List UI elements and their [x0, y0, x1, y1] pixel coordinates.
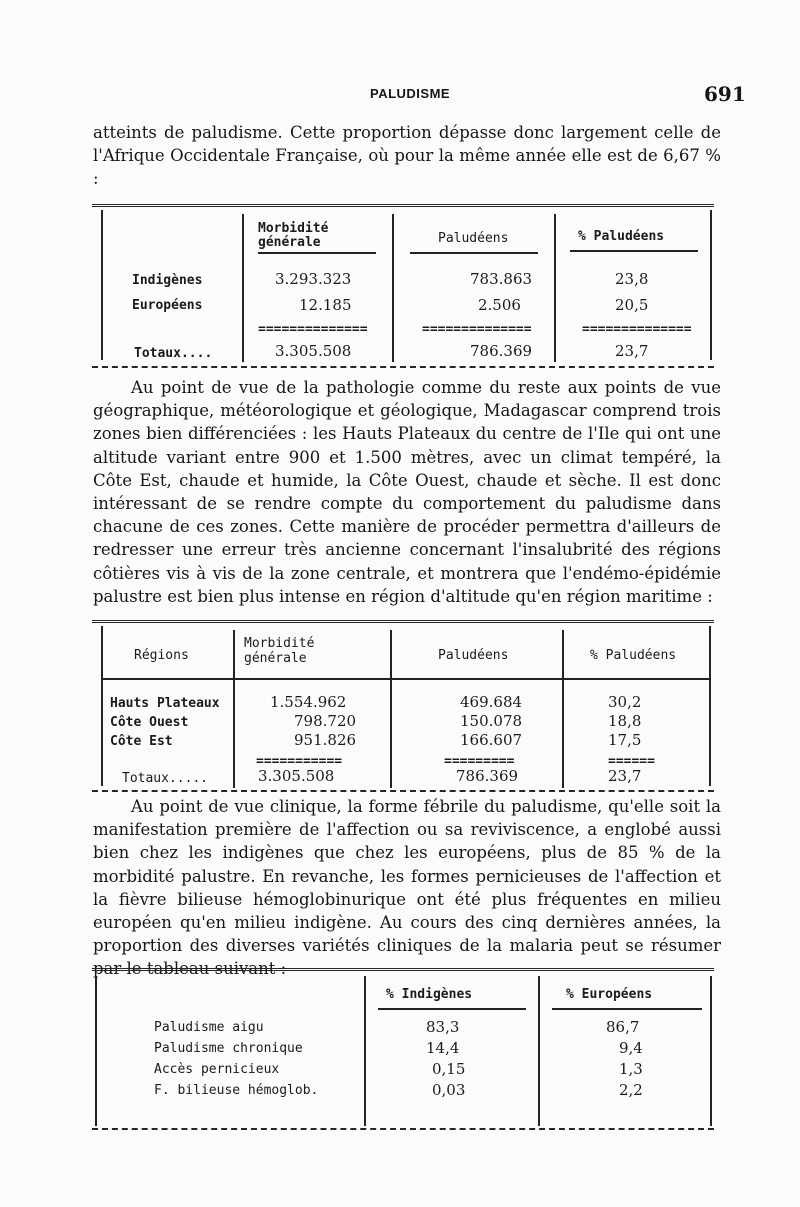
cell-morbidite: 951.826	[294, 731, 357, 749]
page-number: 691	[704, 82, 746, 106]
header-pct-indigenes: % Indigènes	[386, 987, 473, 1002]
total-label: Totaux.....	[122, 771, 209, 786]
total-pct: 23,7	[615, 342, 649, 360]
table-clinical-forms	[92, 962, 714, 1142]
total-rule: ======	[608, 754, 655, 769]
cell-paludeens: 150.078	[460, 712, 523, 730]
header-paludeens: Paludéens	[438, 648, 509, 663]
row-label: Hauts Plateaux	[110, 696, 220, 711]
table-left-border	[101, 626, 103, 786]
table-top-border	[92, 204, 714, 207]
paragraph-1: atteints de paludisme. Cette proportion dépasse donc largement celle de l'Afrique Occidentale Française, où pour la même année elle est de 6,67 % :	[93, 123, 721, 189]
row-label: Côte Ouest	[110, 715, 189, 730]
paragraph-2: Au point de vue de la pathologie comme du reste aux points de vue géographique, météorologique et géologique, Madagascar comprend trois zones bien différenciées : les Hauts Plateaux du centre de l'Ile qui ont une altitude variant entre 900 et 1.500 mètres, avec un climat tempéré, la Côte Est, chaude et humide, la Côte Ouest, chaude et sèche. Il est donc intéressant de se rendre compte du comportement du paludisme dans chacune de ces zones. Cette manière de procéder permettra d'ailleurs de redresser une erreur très ancienne concernant l'insalubrité des régions côtières vis à vis de la zone centrale, et montrera que l'endémo-épidémie palustre est bien plus intense en région d'altitude qu'en région maritime :	[93, 378, 721, 606]
cell-morbidite: 798.720	[294, 712, 357, 730]
cell-europeens: 9,4	[619, 1039, 643, 1057]
header-morbidite: Morbidité	[244, 636, 315, 651]
cell-pct: 30,2	[608, 693, 642, 711]
total-paludeens: 786.369	[456, 767, 519, 785]
page-header	[0, 84, 800, 108]
table-right-border	[709, 626, 711, 786]
cell-morbidite: 12.185	[299, 296, 352, 314]
table-left-border	[95, 976, 97, 1126]
cell-indigenes: 0,15	[432, 1060, 466, 1078]
cell-europeens: 2,2	[619, 1081, 643, 1099]
total-label: Totaux....	[134, 346, 213, 361]
cell-europeens: 1,3	[619, 1060, 643, 1078]
header-separator	[102, 678, 709, 680]
header-underline	[378, 1008, 526, 1010]
header-regions: Régions	[134, 648, 189, 663]
header-paludeens: Paludéens	[438, 231, 509, 246]
row-label: Côte Est	[110, 734, 173, 749]
row-label: Paludisme aigu	[154, 1020, 264, 1035]
total-rule: ==============	[258, 322, 368, 337]
total-rule: =========	[444, 754, 515, 769]
table-right-border	[710, 210, 712, 360]
table-left-border	[101, 210, 103, 360]
header-underline	[552, 1008, 702, 1010]
total-rule: ==============	[422, 322, 532, 337]
cell-pct: 17,5	[608, 731, 642, 749]
total-pct: 23,7	[608, 767, 642, 785]
column-divider	[233, 630, 235, 788]
column-divider	[242, 214, 244, 362]
total-rule: ===========	[256, 754, 343, 769]
table-right-border	[710, 976, 712, 1126]
cell-morbidite: 3.293.323	[275, 270, 352, 288]
cell-indigenes: 0,03	[432, 1081, 466, 1099]
column-divider	[562, 630, 564, 788]
cell-paludeens: 783.863	[470, 270, 533, 288]
row-label: Paludisme chronique	[154, 1041, 303, 1056]
cell-indigenes: 14,4	[426, 1039, 460, 1057]
cell-indigenes: 83,3	[426, 1018, 460, 1036]
row-label: Indigènes	[132, 273, 203, 288]
total-rule: ==============	[582, 322, 692, 337]
paragraph-3: Au point de vue clinique, la forme fébrile du paludisme, qu'elle soit la manifestation première de l'affection ou sa reviviscence, a englobé aussi bien chez les indigènes que chez les européens, plus de 85 % de la morbidité palustre. En revanche, les formes pernicieuses de l'affection et la fièvre bilieuse hémoglobinurique ont été plus fréquentes en milieu européen qu'en milieu indigène. Au cours des cinq dernières années, la proportion des diverses variétés cliniques de la malaria peut se résumer par le tableau suivant :	[93, 797, 721, 979]
total-paludeens: 786.369	[470, 342, 533, 360]
column-divider	[390, 630, 392, 788]
cell-paludeens: 166.607	[460, 731, 523, 749]
total-morbidite: 3.305.508	[258, 767, 335, 785]
table-bottom-border	[92, 1128, 714, 1130]
header-underline	[570, 250, 698, 252]
row-label: Accès pernicieux	[154, 1062, 280, 1077]
running-title: PALUDISME	[370, 86, 451, 101]
header-morbidite: Morbidité	[258, 221, 329, 236]
cell-pct: 20,5	[615, 296, 649, 314]
row-label: Européens	[132, 298, 203, 313]
header-generale: générale	[258, 235, 321, 250]
header-underline	[410, 252, 538, 254]
cell-paludeens: 469.684	[460, 693, 523, 711]
table-bottom-border	[92, 366, 714, 368]
cell-europeens: 86,7	[606, 1018, 640, 1036]
table-morbidity-by-population	[92, 196, 714, 374]
table-top-border	[92, 968, 714, 971]
table-top-border	[92, 620, 714, 623]
cell-paludeens: 2.506	[478, 296, 521, 314]
cell-pct: 18,8	[608, 712, 642, 730]
column-divider	[538, 976, 540, 1126]
table-morbidity-by-region	[92, 614, 714, 796]
cell-morbidite: 1.554.962	[270, 693, 347, 711]
table-bottom-border	[92, 790, 714, 792]
column-divider	[554, 214, 556, 362]
column-divider	[392, 214, 394, 362]
row-label: F. bilieuse hémoglob.	[154, 1083, 319, 1098]
column-divider	[364, 976, 366, 1126]
header-pct-paludeens: % Paludéens	[578, 229, 665, 244]
header-pct-paludeens: % Paludéens	[590, 648, 677, 663]
cell-pct: 23,8	[615, 270, 649, 288]
header-generale: générale	[244, 651, 307, 666]
total-morbidite: 3.305.508	[275, 342, 352, 360]
header-underline	[258, 252, 376, 254]
header-pct-europeens: % Européens	[566, 987, 653, 1002]
